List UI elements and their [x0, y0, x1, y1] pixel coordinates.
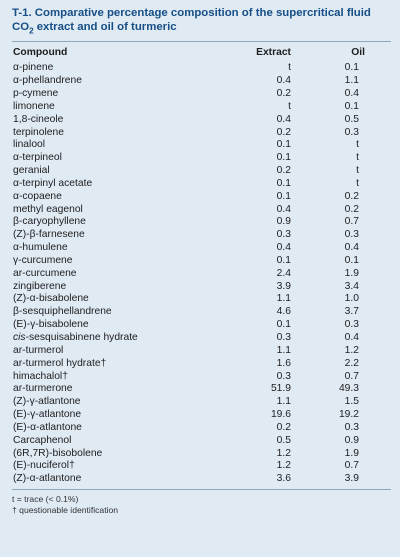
table-row [12, 396, 391, 409]
cell-extract: 1.1 [276, 344, 291, 356]
table-row [12, 409, 391, 422]
table-row [12, 255, 391, 268]
cell-compound: α-phellandrene [13, 75, 82, 87]
cell-compound: methyl eagenol [13, 203, 83, 215]
cell-compound: ar-turmerol hydrate† [13, 357, 107, 369]
cell-extract: 1.1 [276, 293, 291, 305]
bottom-rule [12, 489, 391, 490]
cell-extract: 0.4 [276, 75, 291, 87]
cell-compound: α-copaene [13, 190, 62, 202]
cell-oil: 0.7 [344, 370, 359, 382]
cell-compound: zingiberene [13, 280, 67, 292]
cell-compound: terpinolene [13, 126, 64, 138]
cell-compound: (E)-γ-bisabolene [13, 319, 89, 331]
header-extract: Extract [256, 46, 291, 58]
table-row [12, 242, 391, 255]
cell-extract: 0.1 [276, 190, 291, 202]
cell-extract: 0.2 [276, 87, 291, 99]
footnotes [12, 494, 391, 515]
table-row [12, 422, 391, 435]
cell-extract: 51.9 [270, 383, 291, 395]
cell-extract: 0.3 [276, 332, 291, 343]
table-row [12, 306, 391, 319]
cell-compound: (Z)-α-bisabolene [13, 293, 89, 305]
cell-compound: α-terpinyl acetate [13, 177, 93, 189]
cell-oil: 0.7 [344, 216, 359, 228]
cell-oil: t [356, 177, 359, 189]
cell-oil: t [356, 165, 359, 177]
cell-compound: (E)-α-atlantone [13, 421, 82, 433]
table-row [12, 178, 391, 191]
cell-compound: p-cymene [13, 87, 59, 99]
cell-oil: t [356, 152, 359, 164]
cell-oil: 1.9 [344, 267, 359, 279]
cell-extract: 0.2 [276, 165, 291, 177]
table-body [12, 62, 391, 486]
table-row [12, 358, 391, 371]
cell-oil: 0.7 [344, 460, 359, 472]
cell-compound: (Z)-β-farnesene [13, 229, 85, 241]
table-row [12, 332, 391, 345]
cell-extract: 0.1 [276, 139, 291, 151]
table-row [12, 319, 391, 332]
cell-extract: 1.6 [276, 357, 291, 369]
cell-extract: 0.5 [276, 434, 291, 446]
cell-extract: 0.9 [276, 216, 291, 228]
table-row [12, 75, 391, 88]
cell-extract: 0.1 [276, 254, 291, 266]
table-row [12, 293, 391, 306]
table-row [12, 139, 391, 152]
cell-compound: (Z)-γ-atlantone [13, 396, 81, 408]
title-subscript: 2 [29, 25, 34, 35]
cell-oil: 1.2 [344, 344, 359, 356]
footnote-questionable: † questionable identification [12, 504, 119, 515]
cell-oil: 0.2 [344, 190, 359, 202]
cell-extract: 3.9 [276, 280, 291, 292]
cell-oil: 19.2 [338, 409, 359, 421]
cell-oil: 0.1 [344, 100, 359, 112]
cell-oil: 49.3 [338, 383, 359, 395]
table-row [12, 473, 391, 486]
header-compound: Compound [13, 46, 68, 58]
cell-oil: 2.2 [344, 357, 359, 369]
table-row [12, 216, 391, 229]
cell-oil: 3.4 [344, 280, 359, 292]
table-row [12, 101, 391, 114]
cell-oil: 0.5 [344, 113, 359, 125]
cell-oil: 0.4 [344, 332, 359, 343]
cell-oil: 1.0 [344, 293, 359, 305]
cell-oil: 0.4 [344, 242, 359, 254]
cell-extract: 0.2 [276, 421, 291, 433]
cell-compound: (E)-γ-atlantone [13, 409, 82, 421]
cell-compound: (E)-nuciferol† [13, 460, 75, 472]
cell-compound: geranial [13, 165, 50, 177]
cell-compound: γ-curcumene [13, 254, 73, 266]
cell-oil: 1.1 [344, 75, 359, 87]
cell-extract: 1.2 [276, 447, 291, 459]
cell-oil: 0.9 [344, 434, 359, 446]
footnote-trace: t = trace (< 0.1%) [12, 494, 79, 505]
cell-oil: 1.9 [344, 447, 359, 459]
cell-oil: 0.3 [344, 421, 359, 433]
cell-compound: ar-turmerone [13, 383, 73, 395]
table-row [12, 383, 391, 396]
composition-table [12, 42, 391, 486]
cell-compound: ar-turmerol [13, 344, 64, 356]
cell-extract: 0.1 [276, 319, 291, 331]
table-row [12, 281, 391, 294]
cell-oil: 3.7 [344, 306, 359, 318]
cell-extract: t [288, 100, 291, 112]
cell-extract: 0.2 [276, 126, 291, 138]
cell-oil: 0.2 [344, 203, 359, 215]
title-text-after-sub: extract and oil of turmeric [36, 20, 177, 33]
cell-extract: 0.3 [276, 229, 291, 241]
table-row [12, 435, 391, 448]
table-row [12, 191, 391, 204]
cell-extract: 0.4 [276, 242, 291, 254]
cell-extract: 19.6 [270, 409, 291, 421]
cell-compound: β-caryophyllene [13, 216, 86, 228]
cell-oil: 1.5 [344, 396, 359, 408]
cell-extract: 0.4 [276, 113, 291, 125]
table-row [12, 204, 391, 217]
table-row [12, 62, 391, 75]
cell-oil: 0.3 [344, 126, 359, 138]
cell-oil: 0.1 [344, 62, 359, 74]
cell-compound: α-pinene [13, 62, 54, 74]
cell-extract: 0.4 [276, 203, 291, 215]
cell-compound: cis-sesquisabinene hydrate [13, 332, 138, 343]
cell-compound: (Z)-α-atlantone [13, 473, 82, 485]
cell-extract: 1.1 [276, 396, 291, 408]
table-row [12, 165, 391, 178]
cell-extract: t [288, 62, 291, 74]
cell-compound: α-terpineol [13, 152, 62, 164]
cell-compound: ar-curcumene [13, 267, 77, 279]
header-row [12, 42, 391, 62]
table-row [12, 460, 391, 473]
cell-compound: limonene [13, 100, 55, 112]
cell-compound: 1,8-cineole [13, 113, 64, 125]
table-row [12, 448, 391, 461]
cell-extract: 0.1 [276, 177, 291, 189]
cell-extract: 4.6 [276, 306, 291, 318]
cell-compound: (6R,7R)-bisobolene [13, 447, 103, 459]
cell-compound: β-sesquiphellandrene [13, 306, 112, 318]
table-row [12, 229, 391, 242]
cell-extract: 0.3 [276, 370, 291, 382]
cell-extract: 1.2 [276, 460, 291, 472]
title-text-before-sub: Comparative percentage composition of the supercritical fluid CO [12, 7, 371, 33]
table-row [12, 88, 391, 101]
cell-compound: linalool [13, 139, 46, 151]
table-row [12, 268, 391, 281]
cell-oil: 0.4 [344, 87, 359, 99]
cell-compound: himachalol† [13, 370, 68, 382]
table-title [12, 7, 391, 37]
cell-oil: 3.9 [344, 473, 359, 485]
cell-oil: t [356, 139, 359, 151]
cell-oil: 0.3 [344, 319, 359, 331]
table-row [12, 345, 391, 358]
table-row [12, 114, 391, 127]
cell-extract: 3.6 [276, 473, 291, 485]
title-prefix: T-1. [12, 7, 32, 19]
cell-compound: α-humulene [13, 242, 68, 254]
table-row [12, 152, 391, 165]
cell-extract: 2.4 [276, 267, 291, 279]
cell-extract: 0.1 [276, 152, 291, 164]
table-row [12, 127, 391, 140]
cell-compound: Carcaphenol [13, 434, 72, 446]
header-oil: Oil [351, 46, 365, 58]
table-row [12, 371, 391, 384]
cell-oil: 0.3 [344, 229, 359, 241]
cell-oil: 0.1 [344, 254, 359, 266]
